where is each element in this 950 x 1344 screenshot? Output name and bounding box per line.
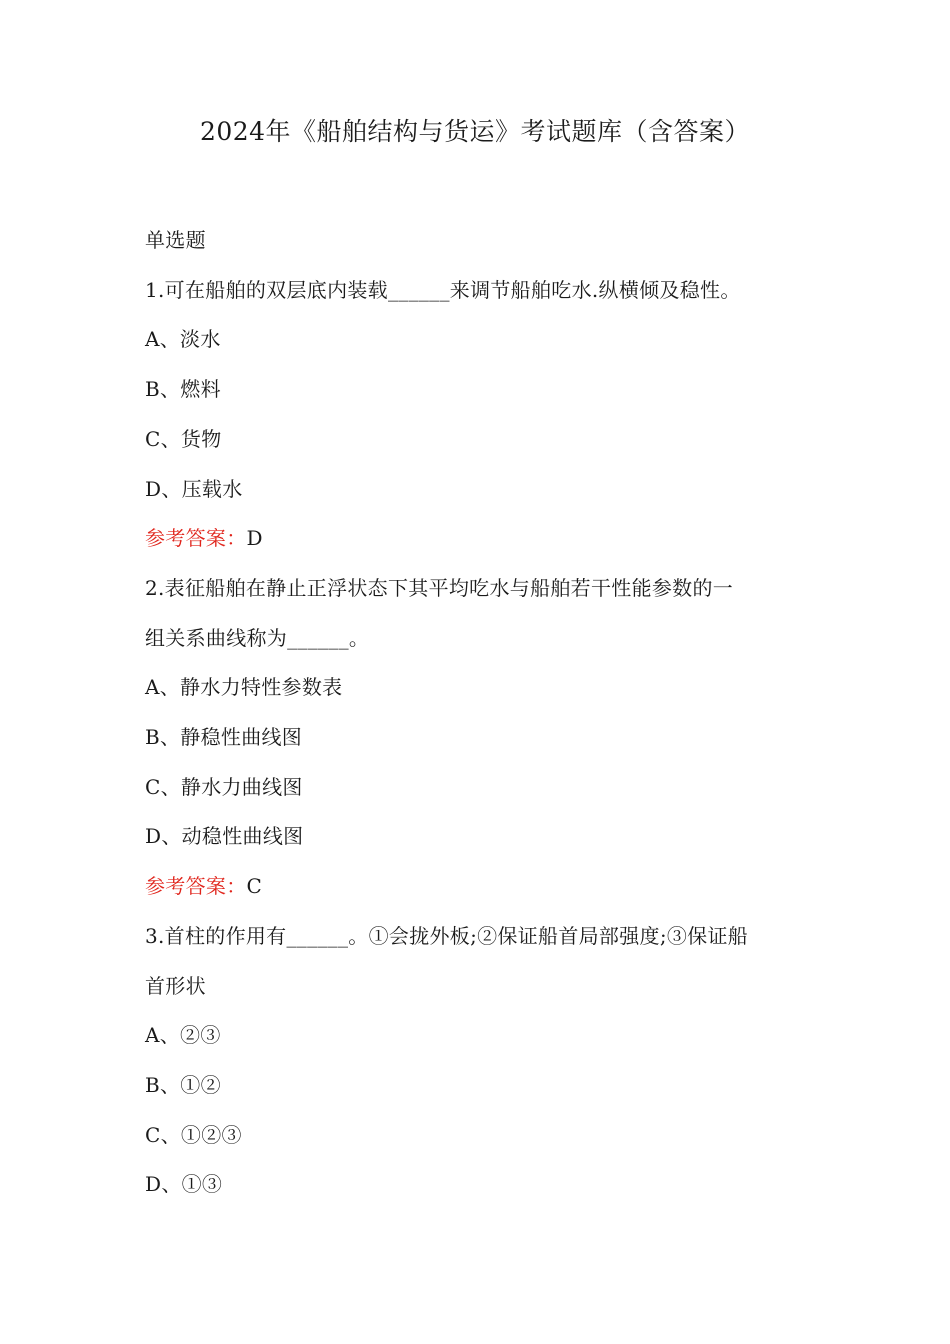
question-3-option-b: B、①② bbox=[145, 1072, 221, 1097]
question-2-option-c: C、静水力曲线图 bbox=[145, 774, 303, 799]
question-1-option-c: C、货物 bbox=[145, 426, 222, 451]
question-list bbox=[145, 216, 815, 1210]
question-1-option-d: D、压载水 bbox=[145, 476, 243, 501]
question-3-option-a: A、②③ bbox=[145, 1023, 221, 1048]
section-heading: 单选题 bbox=[145, 228, 206, 252]
answer-value: D bbox=[246, 526, 263, 551]
question-2-option-b: B、静稳性曲线图 bbox=[145, 725, 303, 750]
question-3-stem-line-2: 首形状 bbox=[145, 973, 206, 998]
question-3-option-c: C、①②③ bbox=[145, 1122, 242, 1147]
question-2-answer bbox=[145, 862, 815, 912]
question-3-option-d: D、①③ bbox=[145, 1172, 223, 1197]
document-title: 2024年《船舶结构与货运》考试题库（含答案） bbox=[199, 117, 751, 146]
question-3-stem-line-1: 3.首柱的作用有______。①会拢外板;②保证船首局部强度;③保证船 bbox=[145, 923, 749, 948]
question-2-option-d: D、动稳性曲线图 bbox=[145, 824, 304, 849]
question-2-stem-line-2: 组关系曲线称为______。 bbox=[145, 625, 370, 650]
question-1-option-b: B、燃料 bbox=[145, 377, 221, 402]
question-2-stem-line-1: 2.表征船舶在静止正浮状态下其平均吃水与船舶若干性能参数的一 bbox=[145, 575, 734, 600]
question-2-option-a: A、静水力特性参数表 bbox=[145, 675, 343, 700]
question-1-option-a: A、淡水 bbox=[145, 327, 221, 352]
question-1-stem: 1.可在船舶的双层底内装载______来调节船舶吃水.纵横倾及稳性。 bbox=[145, 277, 741, 302]
question-1-answer bbox=[145, 514, 815, 564]
answer-label: 参考答案： bbox=[145, 526, 247, 551]
answer-value: C bbox=[246, 874, 263, 899]
answer-label: 参考答案： bbox=[145, 874, 247, 899]
